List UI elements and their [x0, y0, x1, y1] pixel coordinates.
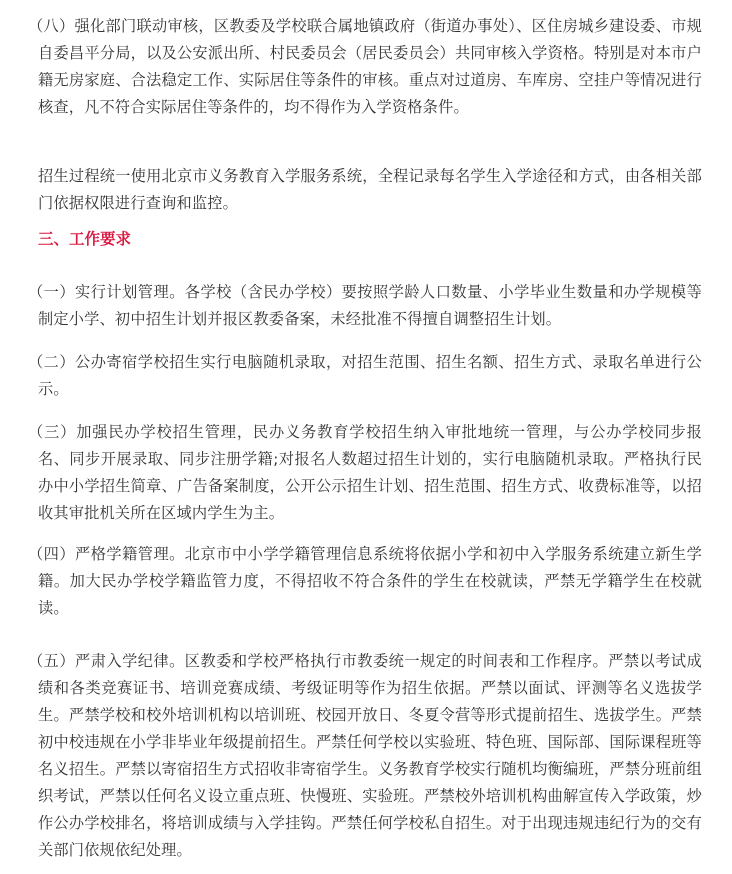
- paragraph-joint-review: （八）强化部门联动审核，区教委及学校联合属地镇政府（街道办事处）、区住房城乡建设委、市规自委昌平分局，以及公安派出所、村民委员会（居民委员会）共同审核入学资格。特别是对本市户籍无房家庭、合法稳定工作、实际居住等条件的审核。重点对过道房、车库房、空挂户等情况进行核查，凡不符合实际居住等条件的，均不得作为入学资格条件。: [28, 17, 702, 116]
- requirement-student-status: （四）严格学籍管理。北京市中小学学籍管理信息系统将依据小学和初中入学服务系统建立新生学籍。加大民办学校学籍监管力度，不得招收不符合条件的学生在校就读，严禁无学籍学生在校就读。: [28, 545, 702, 617]
- section-heading-work-requirements: 三、工作要求: [38, 230, 132, 248]
- paragraph-enrollment-system: 招生过程统一使用北京市义务教育入学服务系统，全程记录每名学生入学途径和方式，由各相关部门依据权限进行查询和监控。: [38, 167, 702, 212]
- requirement-enrollment-discipline: （五）严肃入学纪律。区教委和学校严格执行市教委统一规定的时间表和工作程序。严禁以考试成绩和各类竞赛证书、培训竞赛成绩、考级证明等作为招生依据。严禁以面试、评测等名义选拔学生。严禁学校和校外培训机构以培训班、校园开放日、冬夏令营等形式提前招生、选拔学生。严禁初中校违规在小学非毕业年级提前招生。严禁任何学校以实验班、特色班、国际部、国际课程班等名义招生。严禁以寄宿招生方式招收非寄宿学生。义务教育学校实行随机均衡编班，严禁分班前组织考试，严禁以任何名义设立重点班、快慢班、实验班。严禁校外培训机构曲解宣传入学政策，炒作公办学校排名，将培训成绩与入学挂钩。严禁任何学校私自招生。对于出现违规违纪行为的交有关部门依规依纪处理。: [28, 652, 702, 859]
- requirement-private-schools: （三）加强民办学校招生管理，民办义务教育学校招生纳入审批地统一管理，与公办学校同步报名、同步开展录取、同步注册学籍;对报名人数超过招生计划的，实行电脑随机录取。严格执行民办中小学招生简章、广告备案制度，公开公示招生计划、招生范围、招生方式、收费标准等，以招收其审批机关所在区域内学生为主。: [28, 423, 702, 522]
- requirement-boarding-schools: （二）公办寄宿学校招生实行电脑随机录取，对招生范围、招生名额、招生方式、录取名单进行公示。: [28, 353, 702, 398]
- requirement-plan-management: （一）实行计划管理。各学校（含民办学校）要按照学龄人口数量、小学毕业生数量和办学规模等制定小学、初中招生计划并报区教委备案，未经批准不得擅自调整招生计划。: [28, 283, 702, 328]
